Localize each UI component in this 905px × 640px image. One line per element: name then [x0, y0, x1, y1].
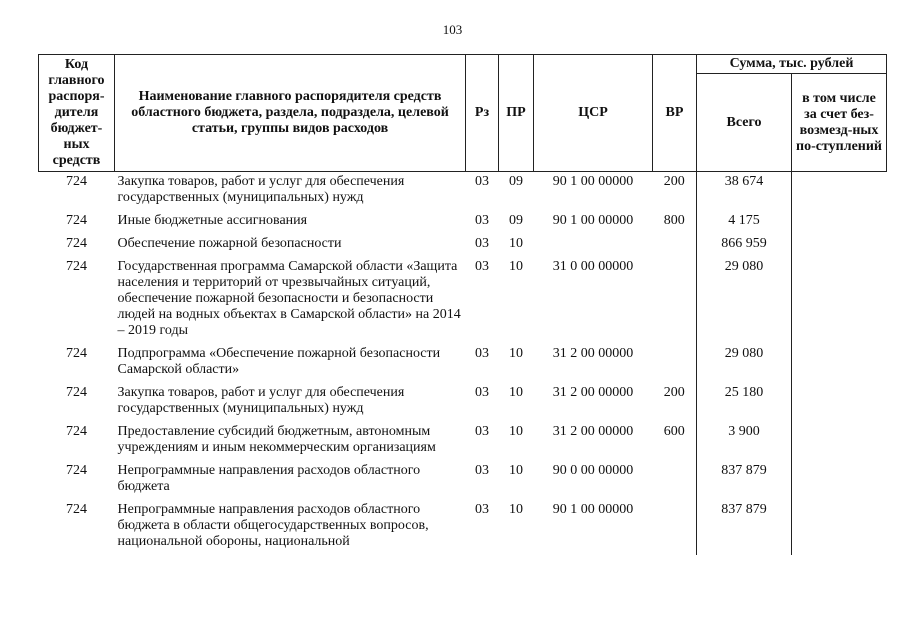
row-code: 724: [66, 259, 87, 274]
row-pr: 10: [509, 463, 523, 478]
row-name: Непрограммные направления расходов областного бюджета: [117, 463, 421, 494]
row-name: Обеспечение пожарной безопасности: [117, 236, 342, 251]
row-csr: 31 2 00 00000: [552, 346, 634, 361]
row-code: 724: [66, 174, 87, 189]
header-rz: Рз: [466, 55, 499, 172]
table-row: [39, 172, 887, 212]
row-name: Непрограммные направления расходов областного бюджета в области общегосударственных вопросов, национальной обороны, национальной: [117, 502, 429, 549]
row-name: Подпрограмма «Обеспечение пожарной безопасности Самарской области»: [117, 346, 441, 377]
row-total: 3 900: [697, 422, 792, 461]
row-including: [792, 257, 887, 344]
row-including: [792, 422, 887, 461]
header-including: в том числе за счет без-возмезд-ных по-ступлений: [792, 74, 887, 172]
row-pr: 10: [509, 236, 523, 251]
row-pr: 09: [509, 174, 523, 189]
row-csr: [534, 234, 653, 257]
row-vr: [653, 257, 697, 344]
row-csr: 31 2 00 00000: [552, 385, 634, 400]
page-number: 103: [442, 22, 463, 37]
row-rz: 03: [475, 424, 489, 439]
header-csr: ЦСР: [534, 55, 653, 172]
row-rz: 03: [475, 259, 489, 274]
row-including: [792, 344, 887, 383]
row-rz: 03: [475, 213, 489, 228]
budget-table: [38, 54, 887, 555]
row-pr: 10: [509, 346, 523, 361]
row-vr: 600: [653, 422, 697, 461]
table-row: [39, 234, 887, 257]
row-total: 837 879: [697, 461, 792, 500]
row-total: 837 879: [697, 500, 792, 555]
table-row: [39, 211, 887, 234]
table-row: [39, 344, 887, 383]
row-code: 724: [66, 213, 87, 228]
row-vr: [653, 234, 697, 257]
row-code: 724: [66, 385, 87, 400]
row-code: 724: [66, 346, 87, 361]
row-vr: 200: [653, 172, 697, 212]
row-vr: [653, 344, 697, 383]
row-code: 724: [66, 424, 87, 439]
header-sum: Сумма, тыс. рублей: [697, 55, 887, 74]
header-total: Всего: [697, 74, 792, 172]
header-row: [39, 55, 887, 74]
row-vr: [653, 461, 697, 500]
row-code: 724: [66, 236, 87, 251]
row-csr: 31 0 00 00000: [552, 259, 634, 274]
row-name: Предоставление субсидий бюджетным, автономным учреждениям и иным некоммерческим организациям: [117, 424, 436, 455]
row-total: 38 674: [697, 172, 792, 212]
row-including: [792, 383, 887, 422]
table-row: [39, 500, 887, 555]
row-rz: 03: [475, 346, 489, 361]
row-rz: 03: [475, 463, 489, 478]
header-pr: ПР: [499, 55, 534, 172]
row-pr: 10: [509, 259, 523, 274]
row-including: [792, 234, 887, 257]
row-vr: 800: [653, 211, 697, 234]
row-name: Государственная программа Самарской области «Защита населения и территорий от чрезвычайных ситуаций, обеспечение пожарной безопасности и безопасности людей на водных объектах в Самарской области» на 2014 – 2019 годы: [117, 259, 461, 338]
row-pr: 10: [509, 424, 523, 439]
row-total: 4 175: [697, 211, 792, 234]
table-row: [39, 461, 887, 500]
row-csr: 90 1 00 00000: [552, 213, 634, 228]
row-csr: 90 0 00 00000: [552, 463, 634, 478]
row-total: 866 959: [697, 234, 792, 257]
row-name: Закупка товаров, работ и услуг для обеспечения государственных (муниципальных) нужд: [117, 385, 405, 416]
budget-body: [39, 172, 887, 556]
row-vr: 200: [653, 383, 697, 422]
row-rz: 03: [475, 174, 489, 189]
table-row: [39, 383, 887, 422]
row-including: [792, 500, 887, 555]
row-csr: 90 1 00 00000: [552, 174, 634, 189]
row-including: [792, 172, 887, 212]
row-rz: 03: [475, 236, 489, 251]
header-vr: ВР: [653, 55, 697, 172]
row-pr: 09: [509, 213, 523, 228]
row-rz: 03: [475, 502, 489, 517]
header-name: Наименование главного распорядителя средств областного бюджета, раздела, подраздела, целевой статьи, группы видов расходов: [115, 55, 466, 172]
table-row: [39, 422, 887, 461]
row-csr: 90 1 00 00000: [552, 502, 634, 517]
row-name: Закупка товаров, работ и услуг для обеспечения государственных (муниципальных) нужд: [117, 174, 405, 205]
row-total: 29 080: [697, 257, 792, 344]
row-total: 29 080: [697, 344, 792, 383]
row-pr: 10: [509, 385, 523, 400]
row-including: [792, 211, 887, 234]
header-code: Код главного распоря-дителя бюджет-ных средств: [39, 55, 115, 172]
row-code: 724: [66, 502, 87, 517]
row-vr: [653, 500, 697, 555]
row-including: [792, 461, 887, 500]
row-pr: 10: [509, 502, 523, 517]
table-row: [39, 257, 887, 344]
row-code: 724: [66, 463, 87, 478]
row-csr: 31 2 00 00000: [552, 424, 634, 439]
row-rz: 03: [475, 385, 489, 400]
row-name: Иные бюджетные ассигнования: [117, 213, 308, 228]
row-total: 25 180: [697, 383, 792, 422]
